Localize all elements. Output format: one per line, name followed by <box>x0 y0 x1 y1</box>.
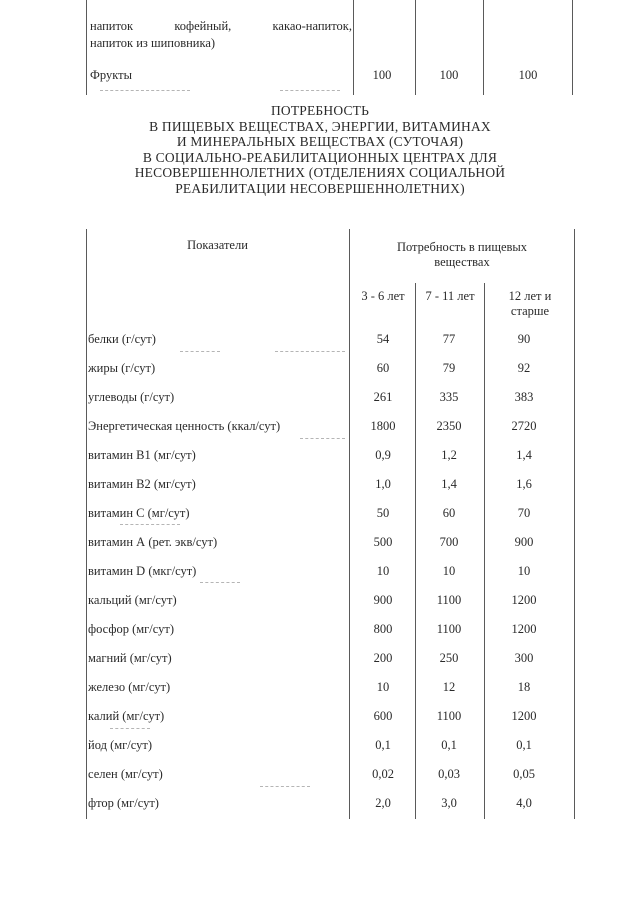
row-value: 1100 <box>436 709 462 723</box>
table-row <box>88 535 568 564</box>
row-label: магний (мг/сут) <box>88 651 172 665</box>
row-value: 1,6 <box>516 477 532 491</box>
row-value: 2350 <box>436 419 462 433</box>
scan-artifact-line <box>120 524 180 526</box>
row-value: 300 <box>514 651 534 665</box>
header-age-group: 7 - 11 лет <box>425 289 475 303</box>
row-value: 900 <box>373 593 393 607</box>
row-value: 250 <box>439 651 459 665</box>
table-border-left <box>86 229 87 819</box>
header-need <box>352 240 572 270</box>
table-row <box>88 390 568 419</box>
row-value: 0,03 <box>438 767 460 781</box>
row-value: 12 <box>442 680 456 694</box>
row-value: 1,2 <box>441 448 457 462</box>
row-value: 200 <box>373 651 393 665</box>
row-value: 10 <box>442 564 456 578</box>
row-value: 54 <box>376 332 390 346</box>
row-value: 60 <box>442 506 456 520</box>
table-row <box>88 361 568 390</box>
title-line: ПОТРЕБНОСТЬ <box>270 103 370 118</box>
scan-artifact-line <box>260 786 310 788</box>
row-label: йод (мг/сут) <box>88 738 152 752</box>
scan-artifact-line <box>180 351 220 353</box>
table-border-right <box>572 0 573 95</box>
row-value: 500 <box>373 535 393 549</box>
row-label: фосфор (мг/сут) <box>88 622 175 636</box>
table-row <box>88 709 568 738</box>
table-border-col3 <box>483 0 484 95</box>
row-value: 1200 <box>511 709 537 723</box>
prev-row-text-line1: напиток кофейный, какао-напиток, <box>90 19 352 33</box>
row-label: белки (г/сут) <box>88 332 156 346</box>
header-age-group: 12 лет и старше <box>508 289 552 318</box>
row-label: фтор (мг/сут) <box>88 796 159 810</box>
title-line: В СОЦИАЛЬНО-РЕАБИЛИТАЦИОННЫХ ЦЕНТРАХ ДЛЯ <box>142 149 498 165</box>
row-label: Энергетическая ценность (ккал/сут) <box>88 419 281 433</box>
table-row <box>88 419 568 448</box>
scan-artifact-line <box>300 438 345 440</box>
row-value: 1100 <box>436 593 462 607</box>
prev-row-fruits-value: 100 <box>372 68 392 82</box>
row-label: кальций (мг/сут) <box>88 593 177 607</box>
row-value: 3,0 <box>441 796 457 810</box>
prev-row-text-line2: напиток из шиповника) <box>90 36 216 50</box>
table-row <box>88 651 568 680</box>
row-value: 18 <box>517 680 531 694</box>
table-border-left <box>86 0 87 95</box>
table-row <box>88 477 568 506</box>
row-value: 77 <box>442 332 456 346</box>
header-indicators: Показатели <box>187 238 248 252</box>
row-value: 10 <box>517 564 531 578</box>
row-value: 0,05 <box>513 767 535 781</box>
table-border-right <box>574 229 575 819</box>
prev-row-fruits-value: 100 <box>518 68 538 82</box>
scan-artifact-line <box>275 351 345 353</box>
table-row <box>88 564 568 593</box>
row-value: 1200 <box>511 593 537 607</box>
prev-row-fruits-label: Фрукты <box>90 68 132 82</box>
row-label: углеводы (г/сут) <box>88 390 175 404</box>
row-label: жиры (г/сут) <box>88 361 156 375</box>
header-need-line: Потребность в пищевых <box>396 240 528 254</box>
row-value: 60 <box>376 361 390 375</box>
table-row <box>88 622 568 651</box>
row-label: витамин В1 (мг/сут) <box>88 448 196 462</box>
row-value: 90 <box>517 332 531 346</box>
scan-artifact-line <box>100 90 190 92</box>
header-need-line: веществах <box>434 255 490 269</box>
row-value: 900 <box>514 535 534 549</box>
header-age-group: 3 - 6 лет <box>361 289 405 303</box>
table-row <box>88 506 568 535</box>
row-label: витамин А (рет. экв/сут) <box>88 535 218 549</box>
row-value: 0,1 <box>516 738 532 752</box>
row-value: 79 <box>442 361 456 375</box>
row-value: 1,4 <box>441 477 457 491</box>
row-value: 335 <box>439 390 459 404</box>
table-row <box>88 448 568 477</box>
title-line: НЕСОВЕРШЕННОЛЕТНИХ (ОТДЕЛЕНИЯХ СОЦИАЛЬНОЙ <box>134 165 506 180</box>
row-value: 2,0 <box>375 796 391 810</box>
row-value: 383 <box>514 390 534 404</box>
table-border-col2 <box>415 0 416 95</box>
table-row <box>88 593 568 622</box>
table-row <box>88 796 568 825</box>
table-row <box>88 767 568 796</box>
row-label: железо (мг/сут) <box>88 680 171 694</box>
row-value: 2720 <box>511 419 537 433</box>
prev-row-fruits-value: 100 <box>439 68 459 82</box>
scan-artifact-line <box>110 728 150 730</box>
row-label: витамин С (мг/сут) <box>88 506 190 520</box>
table-row <box>88 738 568 767</box>
title-line: В ПИЩЕВЫХ ВЕЩЕСТВАХ, ЭНЕРГИИ, ВИТАМИНАХ <box>149 118 491 134</box>
row-value: 1100 <box>436 622 462 636</box>
title-line: И МИНЕРАЛЬНЫХ ВЕЩЕСТВАХ (СУТОЧАЯ) <box>176 134 464 149</box>
row-value: 600 <box>373 709 393 723</box>
row-value: 0,02 <box>372 767 394 781</box>
row-value: 1,4 <box>516 448 532 462</box>
row-value: 700 <box>439 535 459 549</box>
table-row <box>88 332 568 361</box>
row-value: 1200 <box>511 622 537 636</box>
row-value: 10 <box>376 564 390 578</box>
row-value: 1800 <box>370 419 396 433</box>
row-value: 92 <box>517 361 531 375</box>
table-row <box>88 680 568 709</box>
row-label: калий (мг/сут) <box>88 709 165 723</box>
row-value: 800 <box>373 622 393 636</box>
scan-artifact-line <box>200 582 240 584</box>
row-label: витамин D (мкг/сут) <box>88 564 197 578</box>
row-value: 50 <box>376 506 390 520</box>
row-value: 0,1 <box>375 738 391 752</box>
row-value: 0,9 <box>375 448 391 462</box>
row-value: 10 <box>376 680 390 694</box>
title-line: РЕАБИЛИТАЦИИ НЕСОВЕРШЕННОЛЕТНИХ) <box>175 180 465 196</box>
row-value: 4,0 <box>516 796 532 810</box>
row-value: 1,0 <box>375 477 391 491</box>
row-value: 0,1 <box>441 738 457 752</box>
row-label: селен (мг/сут) <box>88 767 163 781</box>
scan-artifact-line <box>280 90 340 92</box>
section-title <box>100 103 540 196</box>
row-value: 261 <box>373 390 393 404</box>
row-value: 70 <box>517 506 531 520</box>
row-label: витамин В2 (мг/сут) <box>88 477 196 491</box>
